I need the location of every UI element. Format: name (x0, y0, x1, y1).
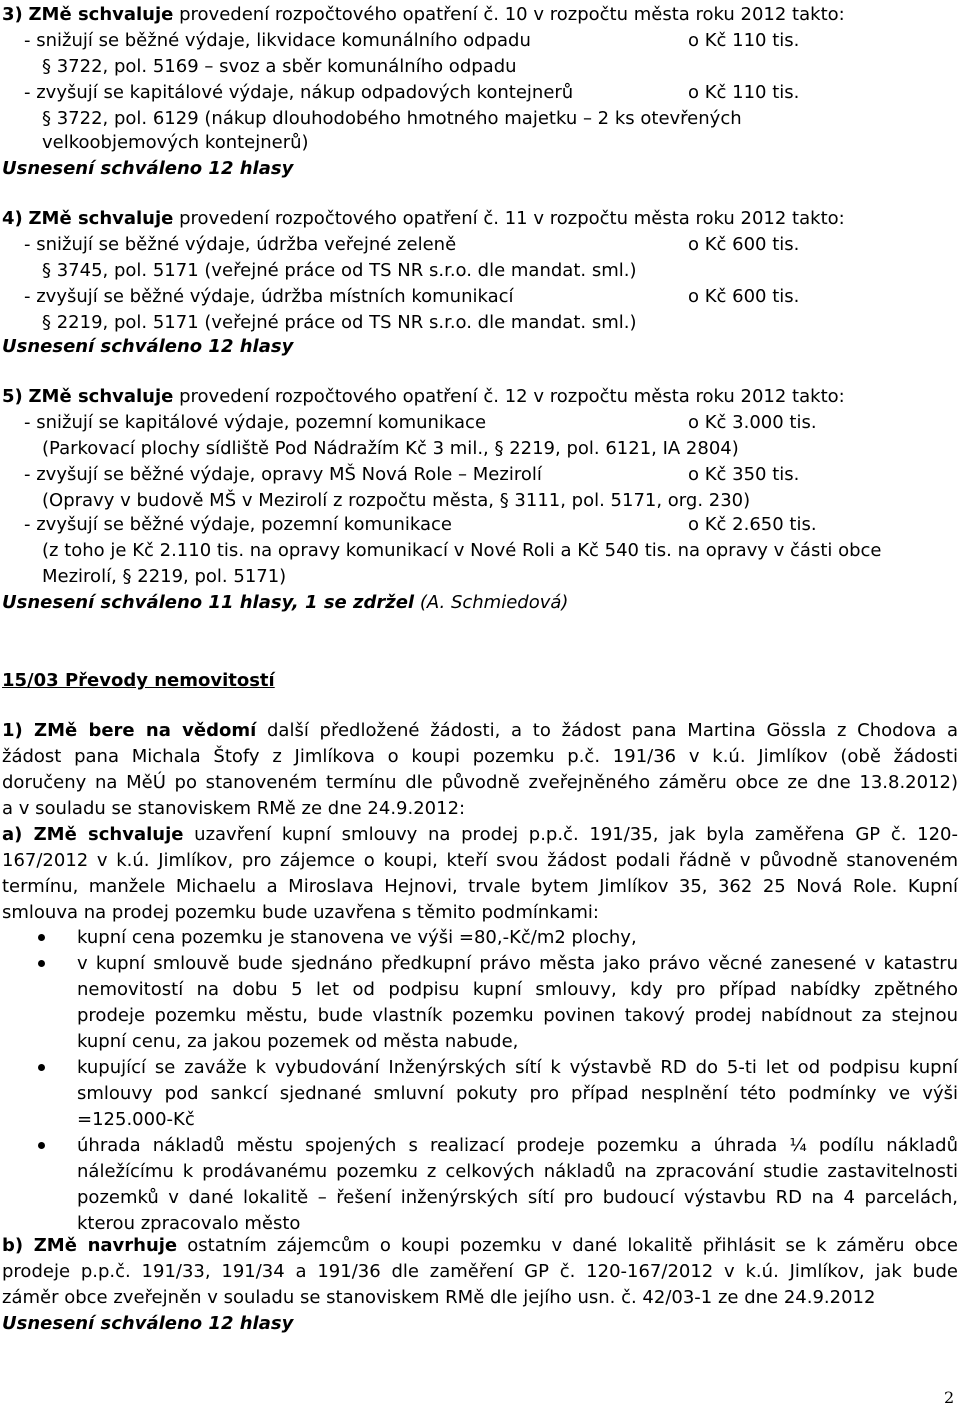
bullet-item-1: kupní cena pozemku je stanovena ve výši =80,-Kč/m2 plochy, (77, 927, 637, 948)
bullet-item-4: úhrada nákladů městu spojených s realizací prodeje pozemku a úhrada ¼ podílu nákladů náležícímu k prodávanému pozemku z celkových nákladů na zpracování studie zastavitelnosti pozemků v dané lokalitě – řešení inženýrských sítí pro budoucí výstavbu RD na 4 parcelách, kterou zpracovalo město (77, 1135, 958, 1234)
para-b-line1: b) ZMě navrhuje ostatním zájemcům o koupi pozemku v dané lokalitě přihlásit se k záměru obce (2, 1235, 958, 1256)
item4-line3-amount: o Kč 600 tis. (688, 286, 800, 307)
para1-line4: a v souladu se stanoviskem RMě ze dne 24.9.2012: (2, 798, 466, 819)
item5-resolution-main: Usnesení schváleno 11 hlasy, 1 se zdržel (2, 592, 415, 613)
para-a-line2: 167/2012 v k.ú. Jimlíkov, pro zájemce o koupi, kteří svou žádost podali řádně v původně stanoveném (2, 850, 958, 871)
item5-line7: Mezirolí, § 2219, pol. 5171) (42, 566, 287, 587)
item3-number: 3) (2, 4, 23, 25)
item4-line4: § 2219, pol. 5171 (veřejné práce od TS NR s.r.o. dle mandat. sml.) (42, 312, 637, 333)
para1-line2: žádost pana Michala Štofy z Jimlíkova o koupi pozemku p.č. 191/36 v k.ú. Jimlíkov (obě žádosti (2, 746, 958, 767)
item4-line3: - zvyšují se běžné výdaje, údržba místních komunikací (24, 286, 514, 307)
para-a-lead: a) ZMě schvaluje (2, 824, 184, 845)
item5-line1: - snižují se kapitálové výdaje, pozemní komunikace (24, 412, 487, 433)
item5-line5: - zvyšují se běžné výdaje, pozemní komunikace (24, 514, 452, 535)
item5-resolution-tail: (A. Schmiedová) (414, 592, 569, 613)
item5-subject: ZMě schvaluje (28, 386, 174, 407)
para1-line3: doručeny na MěÚ po stanoveném termínu dle původně zveřejněného záměru obce ze dne 13.8.2012) (2, 772, 958, 793)
section2-resolution: Usnesení schváleno 12 hlasy (2, 1313, 294, 1334)
para-a-line1: a) ZMě schvaluje uzavření kupní smlouvy na prodej p.p.č. 191/35, jak byla zaměřena GP č. 120- (2, 824, 958, 845)
item5-resolution (2, 590, 568, 616)
item5-line3: - zvyšují se běžné výdaje, opravy MŠ Nová Role – Mezirolí (24, 464, 542, 485)
bullet-dot (38, 960, 45, 967)
para-a-line4: smlouva na prodej pozemku bude uzavřena s těmito podmínkami: (2, 902, 599, 923)
para-a-line3: termínu, manžele Michaelu a Miroslava Hejnovi, trvale bytem Jimlíkov 35, 362 25 Nová Role. Kupní (2, 876, 958, 897)
item3-line3-amount: o Kč 110 tis. (688, 82, 800, 103)
bullet-item-3: kupující se zaváže k vybudování Inženýrských sítí k výstavbě RD do 5-ti let od podpisu kupní smlouvy pod sankcí sjednané smluvní pokuty pro případ nesplnění této podmínky ve výši =125.000-Kč (77, 1057, 958, 1130)
item4-line1: - snižují se běžné výdaje, údržba veřejné zeleně (24, 234, 457, 255)
item5-heading (2, 384, 845, 410)
item5-line2: (Parkovací plochy sídliště Pod Nádražím Kč 3 mil., § 2219, pol. 6121, IA 2804) (42, 438, 739, 459)
para-a (2, 822, 958, 926)
item3-line4: § 3722, pol. 6129 (nákup dlouhodobého hmotného majetku – 2 ks otevřených (42, 108, 742, 129)
item3-line1: - snižují se běžné výdaje, likvidace komunálního odpadu (24, 30, 531, 51)
item3-line2: § 3722, pol. 5169 – svoz a sběr komunálního odpadu (42, 56, 517, 77)
bullet-dot (38, 1064, 45, 1071)
item3-line1-amount: o Kč 110 tis. (688, 30, 800, 51)
item5-number: 5) (2, 386, 23, 407)
item3-line5: velkoobjemových kontejnerů) (42, 132, 309, 153)
item3-text: provedení rozpočtového opatření č. 10 v rozpočtu města roku 2012 takto: (173, 4, 845, 25)
item4-heading (2, 206, 845, 232)
item5-line1-amount: o Kč 3.000 tis. (688, 412, 817, 433)
item4-line1-amount: o Kč 600 tis. (688, 234, 800, 255)
para1-line1: 1) ZMě bere na vědomí další předložené žádosti, a to žádost pana Martina Gössla z Chodova a (2, 720, 958, 741)
item3-heading (2, 2, 845, 28)
para-b-lead: b) ZMě navrhuje (2, 1235, 178, 1256)
section-heading: 15/03 Převody nemovitostí (2, 670, 275, 691)
item5-line4: (Opravy v budově MŠ v Mezirolí z rozpočtu města, § 3111, pol. 5171, org. 230) (42, 490, 751, 511)
bullet-item-2: v kupní smlouvě bude sjednáno předkupní právo města jako právo věcné zanesené v katastru nemovitostí na dobu 5 let od podpisu kupní smlouvy, kdy pro případ nabídky zpětného prodeje pozemku městu, bude vlastník pozemku povinen takový prodej nabídnout za stejnou kupní cenu, za jakou pozemek od města nabude, (77, 953, 958, 1052)
item5-line6: (z toho je Kč 2.110 tis. na opravy komunikací v Nové Roli a Kč 540 tis. na opravy v části obce (42, 540, 882, 561)
para-b-line2: prodeje p.p.č. 191/33, 191/34 a 191/36 dle zaměření GP č. 120-167/2012 v k.ú. Jimlíkov, jak bude (2, 1261, 958, 1282)
item4-subject: ZMě schvaluje (28, 208, 174, 229)
item3-line3: - zvyšují se kapitálové výdaje, nákup odpadových kontejnerů (24, 82, 574, 103)
item4-resolution: Usnesení schváleno 12 hlasy (2, 336, 294, 357)
item3-resolution: Usnesení schváleno 12 hlasy (2, 158, 294, 179)
bullet-dot (38, 1142, 45, 1149)
page-number: 2 (944, 1388, 955, 1407)
item5-line5-amount: o Kč 2.650 tis. (688, 514, 817, 535)
para-b-line3: záměr obce zveřejněn v souladu se stanoviskem RMě dle jejího usn. č. 42/03-1 ze dne 24.9.2012 (2, 1287, 876, 1308)
item5-text: provedení rozpočtového opatření č. 12 v rozpočtu města roku 2012 takto: (173, 386, 845, 407)
para1-lead: 1) ZMě bere na vědomí (2, 720, 257, 741)
item4-text: provedení rozpočtového opatření č. 11 v rozpočtu města roku 2012 takto: (173, 208, 845, 229)
para1 (2, 718, 958, 822)
item4-number: 4) (2, 208, 23, 229)
item5-line3-amount: o Kč 350 tis. (688, 464, 800, 485)
item4-line2: § 3745, pol. 5171 (veřejné práce od TS NR s.r.o. dle mandat. sml.) (42, 260, 637, 281)
item3-subject: ZMě schvaluje (28, 4, 174, 25)
para-b (2, 1233, 958, 1311)
bullet-dot (38, 934, 45, 941)
